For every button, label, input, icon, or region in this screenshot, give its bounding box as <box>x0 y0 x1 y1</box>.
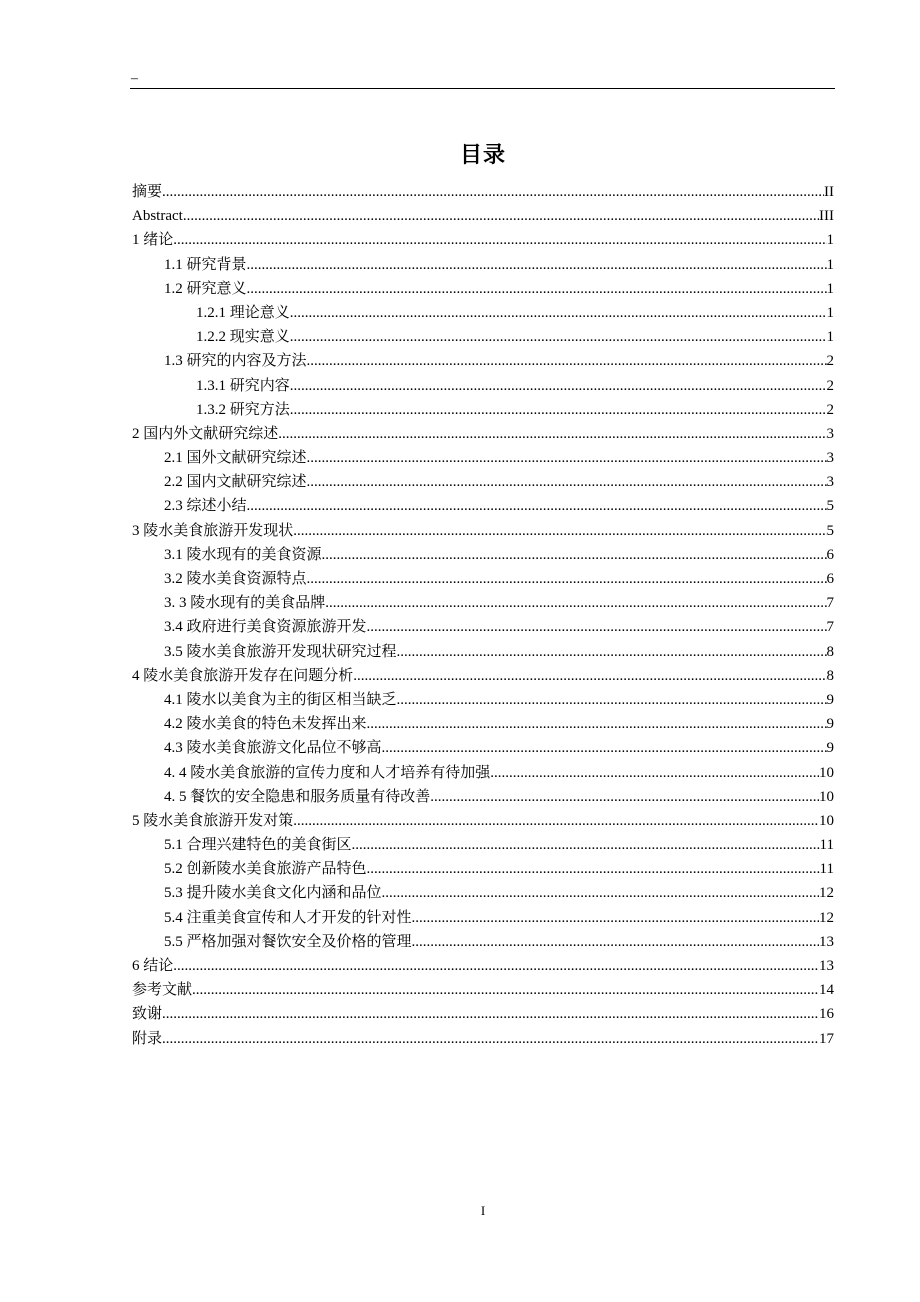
toc-dot-leader <box>412 906 819 930</box>
toc-dot-leader <box>490 761 819 785</box>
toc-entry[interactable] <box>132 906 834 930</box>
toc-dot-leader <box>367 857 820 881</box>
toc-entry-page: 12 <box>819 885 834 902</box>
toc-entry-page: 7 <box>826 619 834 636</box>
toc-entry-page: 6 <box>826 571 834 587</box>
toc-entry-label: 3 陵水美食旅游开发现状 <box>132 522 294 539</box>
toc-entry-label: 1.2.2 现实意义 <box>196 329 290 346</box>
toc-entry-label: 1.3.2 研究方法 <box>196 401 290 418</box>
toc-entry-page: 13 <box>819 958 834 974</box>
toc-dot-leader <box>307 567 827 591</box>
toc-entry-label: 3.1 陵水现有的美食资源 <box>164 546 322 563</box>
toc-entry-page: 1 <box>826 256 834 273</box>
toc-entry[interactable] <box>132 761 834 785</box>
toc-dot-leader <box>247 277 827 301</box>
toc-dot-leader <box>352 833 820 857</box>
toc-entry-page: 5 <box>826 522 834 539</box>
toc-entry-page: 9 <box>826 740 834 757</box>
toc-dot-leader <box>183 204 819 228</box>
toc-entry[interactable] <box>132 930 834 954</box>
toc-dot-leader <box>397 688 827 712</box>
toc-entry-label: 附录 <box>132 1030 163 1047</box>
toc-dot-leader <box>290 325 827 349</box>
toc-entry[interactable] <box>132 446 834 470</box>
toc-entry-label: 2 国内外文献研究综述 <box>132 425 279 442</box>
toc-entry-page: 17 <box>819 1030 834 1047</box>
toc-entry-label: 5 陵水美食旅游开发对策 <box>132 812 294 829</box>
toc-entry-label: 3. 3 陵水现有的美食品牌 <box>164 595 326 612</box>
toc-entry-label: 2.1 国外文献研究综述 <box>164 450 307 467</box>
toc-entry[interactable] <box>132 543 834 567</box>
toc-entry-label: 3.2 陵水美食资源特点 <box>164 571 307 587</box>
toc-dot-leader <box>162 180 824 204</box>
toc-entry-label: 3.5 陵水美食旅游开发现状研究过程 <box>164 643 397 660</box>
toc-entry[interactable] <box>132 664 834 688</box>
toc-entry-label: Abstract <box>132 208 183 225</box>
toc-entry-label: 5.3 提升陵水美食文化内涵和品位 <box>164 885 382 902</box>
toc-entry[interactable] <box>132 688 834 712</box>
toc-entry-page: 2 <box>826 353 834 370</box>
toc-entry-page: 3 <box>826 474 834 491</box>
toc-entry[interactable] <box>132 422 834 446</box>
toc-dot-leader <box>307 470 827 494</box>
toc-dot-leader <box>293 519 826 543</box>
table-of-contents <box>132 180 834 1051</box>
toc-dot-leader <box>325 591 826 615</box>
toc-entry-label: 2.2 国内文献研究综述 <box>164 474 307 491</box>
toc-entry-page: 3 <box>826 425 834 442</box>
toc-entry-label: 1.2 研究意义 <box>164 280 247 297</box>
toc-entry-page: 9 <box>826 716 834 733</box>
toc-entry[interactable] <box>132 374 834 398</box>
toc-entry[interactable] <box>132 615 834 639</box>
toc-entry[interactable] <box>132 277 834 301</box>
toc-entry-label: 5.4 注重美食宣传和人才开发的针对性 <box>164 909 412 926</box>
toc-entry[interactable] <box>132 1002 834 1026</box>
toc-dot-leader <box>247 253 827 277</box>
toc-dot-leader <box>290 301 827 325</box>
toc-entry-label: 摘要 <box>132 184 163 200</box>
toc-entry-label: 参考文献 <box>132 982 193 999</box>
toc-dot-leader <box>278 422 826 446</box>
toc-entry[interactable] <box>132 640 834 664</box>
toc-dot-leader <box>412 930 819 954</box>
toc-entry-label: 5.5 严格加强对餐饮安全及价格的管理 <box>164 933 412 950</box>
toc-entry-page: 10 <box>819 764 834 781</box>
toc-entry-page: 1 <box>826 280 834 297</box>
toc-entry-label: 6 结论 <box>132 958 174 974</box>
toc-entry[interactable] <box>132 349 834 373</box>
toc-entry-label: 5.1 合理兴建特色的美食街区 <box>164 837 352 854</box>
toc-entry-label: 3.4 政府进行美食资源旅游开发 <box>164 619 367 636</box>
toc-entry-page: 2 <box>826 401 834 418</box>
page-title: 目录 <box>459 143 506 168</box>
toc-entry-page: 6 <box>826 546 834 563</box>
toc-entry-page: III <box>819 208 834 225</box>
toc-entry-label: 4.2 陵水美食的特色未发挥出来 <box>164 716 367 733</box>
toc-entry[interactable] <box>132 325 834 349</box>
toc-dot-leader <box>430 785 819 809</box>
toc-dot-leader <box>353 664 826 688</box>
toc-entry-label: 2.3 综述小结 <box>164 498 247 515</box>
toc-entry[interactable] <box>132 301 834 325</box>
toc-entry[interactable] <box>132 736 834 760</box>
toc-entry-page: II <box>824 184 834 200</box>
toc-entry[interactable] <box>132 833 834 857</box>
toc-entry-label: 4.3 陵水美食旅游文化品位不够高 <box>164 740 382 757</box>
toc-dot-leader <box>307 446 827 470</box>
toc-dot-leader <box>162 1002 819 1026</box>
toc-entry[interactable] <box>132 398 834 422</box>
toc-entry-label: 1 绪论 <box>132 232 174 249</box>
toc-entry-label: 4. 4 陵水美食旅游的宣传力度和人才培养有待加强 <box>164 764 491 781</box>
toc-entry-page: 12 <box>819 909 834 926</box>
toc-entry-page: 8 <box>826 667 834 684</box>
toc-entry-label: 1.1 研究背景 <box>164 256 247 273</box>
toc-entry-page: 14 <box>819 982 834 999</box>
toc-entry[interactable] <box>132 180 834 204</box>
toc-entry[interactable] <box>132 470 834 494</box>
toc-entry[interactable] <box>132 809 834 833</box>
toc-entry-label: 1.3 研究的内容及方法 <box>164 353 307 370</box>
header-mark: – <box>131 71 138 86</box>
toc-entry-page: 13 <box>819 933 834 950</box>
toc-dot-leader <box>293 809 819 833</box>
toc-dot-leader <box>382 736 827 760</box>
toc-entry-page: 10 <box>819 812 834 829</box>
toc-entry[interactable] <box>132 881 834 905</box>
toc-entry[interactable] <box>132 857 834 881</box>
toc-dot-leader <box>290 398 827 422</box>
toc-entry[interactable] <box>132 253 834 277</box>
toc-entry-label: 4.1 陵水以美食为主的街区相当缺乏 <box>164 691 397 708</box>
toc-dot-leader <box>367 712 827 736</box>
toc-entry-page: 8 <box>826 643 834 660</box>
toc-dot-leader <box>322 543 827 567</box>
toc-entry[interactable] <box>132 1027 834 1051</box>
toc-dot-leader <box>192 978 819 1002</box>
toc-entry-page: 11 <box>819 837 834 854</box>
toc-entry-page: 11 <box>819 861 834 878</box>
toc-entry-page: 3 <box>826 450 834 467</box>
toc-entry-label: 5.2 创新陵水美食旅游产品特色 <box>164 861 367 878</box>
toc-entry-label: 致谢 <box>132 1006 163 1023</box>
toc-entry-page: 1 <box>826 304 834 321</box>
toc-entry[interactable] <box>132 519 834 543</box>
toc-dot-leader <box>397 640 827 664</box>
toc-entry-page: 9 <box>826 691 834 708</box>
toc-entry-page: 10 <box>819 788 834 805</box>
toc-dot-leader <box>367 615 827 639</box>
toc-entry-label: 4. 5 餐饮的安全隐患和服务质量有待改善 <box>164 788 431 805</box>
toc-entry-page: 5 <box>826 498 834 515</box>
toc-entry[interactable] <box>132 591 834 615</box>
toc-dot-leader <box>307 349 827 373</box>
toc-entry[interactable] <box>132 494 834 518</box>
toc-entry-page: 2 <box>826 377 834 394</box>
toc-entry-label: 1.2.1 理论意义 <box>196 304 290 321</box>
toc-dot-leader <box>247 494 827 518</box>
toc-dot-leader <box>173 228 826 252</box>
toc-entry-page: 16 <box>819 1006 834 1023</box>
page-number: I <box>480 1203 486 1218</box>
toc-entry-label: 1.3.1 研究内容 <box>196 377 290 394</box>
toc-entry[interactable] <box>132 978 834 1002</box>
toc-dot-leader <box>162 1027 819 1051</box>
header-rule <box>130 88 835 89</box>
toc-dot-leader <box>173 954 819 978</box>
toc-entry[interactable] <box>132 712 834 736</box>
toc-entry[interactable] <box>132 954 834 978</box>
toc-entry-page: 1 <box>826 232 834 249</box>
toc-entry[interactable] <box>132 567 834 591</box>
toc-entry[interactable] <box>132 228 834 252</box>
toc-dot-leader <box>290 374 827 398</box>
toc-entry-page: 7 <box>826 595 834 612</box>
toc-entry[interactable] <box>132 204 834 228</box>
toc-entry-page: 1 <box>826 329 834 346</box>
toc-entry[interactable] <box>132 785 834 809</box>
toc-dot-leader <box>382 881 819 905</box>
toc-entry-label: 4 陵水美食旅游开发存在问题分析 <box>132 667 354 684</box>
